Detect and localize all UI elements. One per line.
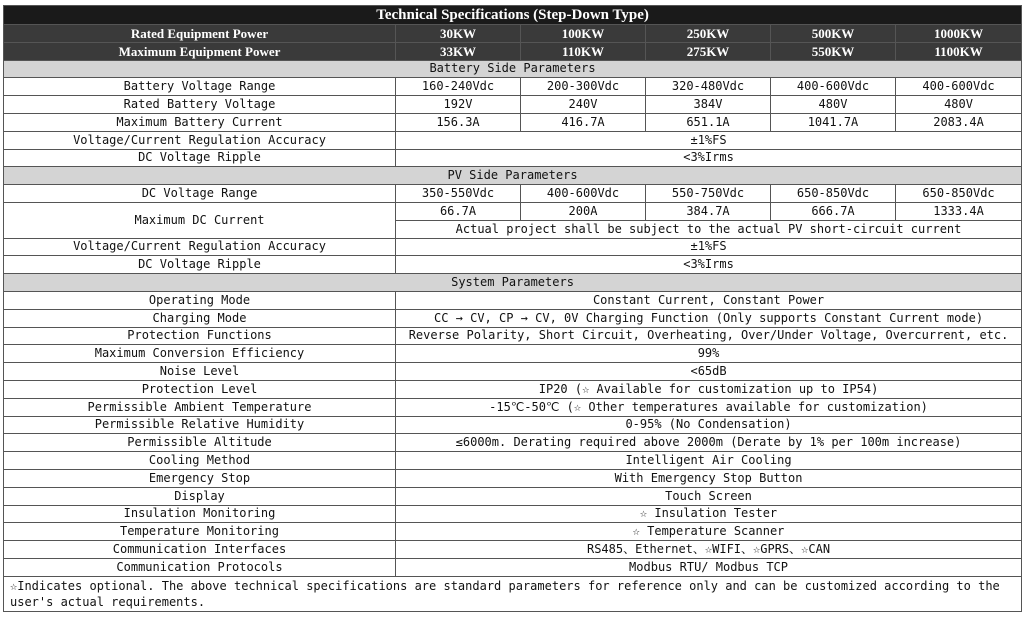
- row-label: Voltage/Current Regulation Accuracy: [4, 131, 396, 149]
- table-row: [4, 398, 1022, 416]
- section-pv: [4, 167, 1022, 185]
- table-row: [4, 202, 1022, 220]
- cell: 480V: [896, 96, 1022, 114]
- table-row: [4, 380, 1022, 398]
- table-row: [4, 505, 1022, 523]
- cell: 192V: [396, 96, 521, 114]
- row-label: Communication Interfaces: [4, 541, 396, 559]
- cell: 651.1A: [646, 113, 771, 131]
- section-title: PV Side Parameters: [4, 167, 1022, 185]
- table-row: [4, 185, 1022, 203]
- row-label: Temperature Monitoring: [4, 523, 396, 541]
- table-row: [4, 434, 1022, 452]
- footnote: ☆Indicates optional. The above technical specifications are standard parameters for reference only and can be customized according to the user's actual requirements.: [4, 576, 1022, 611]
- table-title: Technical Specifications (Step-Down Type): [4, 6, 1022, 25]
- row-label: Permissible Ambient Temperature: [4, 398, 396, 416]
- row-label: Maximum Conversion Efficiency: [4, 345, 396, 363]
- cell: 400-600Vdc: [771, 78, 896, 96]
- row-label: Maximum Equipment Power: [4, 42, 396, 60]
- cell: 1333.4A: [896, 202, 1022, 220]
- row-label: Protection Functions: [4, 327, 396, 345]
- cell: 480V: [771, 96, 896, 114]
- cell: 1100KW: [896, 42, 1022, 60]
- table-row: [4, 523, 1022, 541]
- cell: 156.3A: [396, 113, 521, 131]
- row-label: DC Voltage Ripple: [4, 149, 396, 167]
- cell: ±1%FS: [396, 131, 1022, 149]
- cell: 250KW: [646, 25, 771, 43]
- table-row: [4, 558, 1022, 576]
- cell: Reverse Polarity, Short Circuit, Overheating, Over/Under Voltage, Overcurrent, etc.: [396, 327, 1022, 345]
- table-row: [4, 291, 1022, 309]
- row-label: Maximum DC Current: [4, 202, 396, 238]
- row-label: Permissible Relative Humidity: [4, 416, 396, 434]
- table-row: [4, 541, 1022, 559]
- row-label: Noise Level: [4, 363, 396, 381]
- table-row: [4, 363, 1022, 381]
- cell: 33KW: [396, 42, 521, 60]
- table-row: [4, 96, 1022, 114]
- cell: 384V: [646, 96, 771, 114]
- row-label: Battery Voltage Range: [4, 78, 396, 96]
- cell: 550-750Vdc: [646, 185, 771, 203]
- cell: ±1%FS: [396, 238, 1022, 256]
- table-row: [4, 327, 1022, 345]
- cell: 2083.4A: [896, 113, 1022, 131]
- cell: ≤6000m. Derating required above 2000m (Derate by 1% per 100m increase): [396, 434, 1022, 452]
- cell: <65dB: [396, 363, 1022, 381]
- row-label: Display: [4, 487, 396, 505]
- table-row: [4, 452, 1022, 470]
- cell: 200A: [521, 202, 646, 220]
- row-label: Operating Mode: [4, 291, 396, 309]
- section-battery: [4, 60, 1022, 78]
- table-row: [4, 309, 1022, 327]
- cell: RS485、Ethernet、☆WIFI、☆GPRS、☆CAN: [396, 541, 1022, 559]
- table-row: [4, 78, 1022, 96]
- cell: 384.7A: [646, 202, 771, 220]
- cell: 400-600Vdc: [896, 78, 1022, 96]
- section-system: [4, 274, 1022, 292]
- row-label: Voltage/Current Regulation Accuracy: [4, 238, 396, 256]
- cell: 320-480Vdc: [646, 78, 771, 96]
- row-label: Maximum Battery Current: [4, 113, 396, 131]
- row-label: Protection Level: [4, 380, 396, 398]
- max-power-row: [4, 42, 1022, 60]
- row-label: Permissible Altitude: [4, 434, 396, 452]
- title-row: [4, 6, 1022, 25]
- cell: <3%Irms: [396, 149, 1022, 167]
- cell: 240V: [521, 96, 646, 114]
- cell: With Emergency Stop Button: [396, 469, 1022, 487]
- cell: <3%Irms: [396, 256, 1022, 274]
- row-label: Charging Mode: [4, 309, 396, 327]
- cell: Touch Screen: [396, 487, 1022, 505]
- cell: ☆ Insulation Tester: [396, 505, 1022, 523]
- cell: 650-850Vdc: [896, 185, 1022, 203]
- row-label: Communication Protocols: [4, 558, 396, 576]
- cell: Modbus RTU/ Modbus TCP: [396, 558, 1022, 576]
- row-label: Emergency Stop: [4, 469, 396, 487]
- spec-sheet: [3, 5, 1021, 612]
- table-row: [4, 416, 1022, 434]
- cell: IP20 (☆ Available for customization up to IP54): [396, 380, 1022, 398]
- table-row: [4, 131, 1022, 149]
- cell: 110KW: [521, 42, 646, 60]
- footnote-row: [4, 576, 1022, 611]
- cell: 500KW: [771, 25, 896, 43]
- cell: 66.7A: [396, 202, 521, 220]
- cell: 200-300Vdc: [521, 78, 646, 96]
- row-label: Insulation Monitoring: [4, 505, 396, 523]
- cell: 1041.7A: [771, 113, 896, 131]
- cell: 400-600Vdc: [521, 185, 646, 203]
- cell: 666.7A: [771, 202, 896, 220]
- table-row: [4, 487, 1022, 505]
- table-row: [4, 256, 1022, 274]
- cell: Actual project shall be subject to the actual PV short-circuit current: [396, 220, 1022, 238]
- table-row: [4, 469, 1022, 487]
- cell: Constant Current, Constant Power: [396, 291, 1022, 309]
- cell: 650-850Vdc: [771, 185, 896, 203]
- cell: -15℃-50℃ (☆ Other temperatures available for customization): [396, 398, 1022, 416]
- cell: 1000KW: [896, 25, 1022, 43]
- row-label: DC Voltage Range: [4, 185, 396, 203]
- cell: 30KW: [396, 25, 521, 43]
- cell: 416.7A: [521, 113, 646, 131]
- section-title: Battery Side Parameters: [4, 60, 1022, 78]
- spec-table: [3, 5, 1022, 612]
- cell: 275KW: [646, 42, 771, 60]
- table-row: [4, 345, 1022, 363]
- row-label: Rated Equipment Power: [4, 25, 396, 43]
- row-label: Rated Battery Voltage: [4, 96, 396, 114]
- table-row: [4, 238, 1022, 256]
- cell: 100KW: [521, 25, 646, 43]
- row-label: DC Voltage Ripple: [4, 256, 396, 274]
- row-label: Cooling Method: [4, 452, 396, 470]
- cell: Intelligent Air Cooling: [396, 452, 1022, 470]
- cell: 350-550Vdc: [396, 185, 521, 203]
- cell: ☆ Temperature Scanner: [396, 523, 1022, 541]
- cell: 99%: [396, 345, 1022, 363]
- rated-power-row: [4, 25, 1022, 43]
- cell: 550KW: [771, 42, 896, 60]
- section-title: System Parameters: [4, 274, 1022, 292]
- cell: 0-95% (No Condensation): [396, 416, 1022, 434]
- cell: CC → CV, CP → CV, 0V Charging Function (Only supports Constant Current mode): [396, 309, 1022, 327]
- table-row: [4, 113, 1022, 131]
- cell: 160-240Vdc: [396, 78, 521, 96]
- table-row: [4, 149, 1022, 167]
